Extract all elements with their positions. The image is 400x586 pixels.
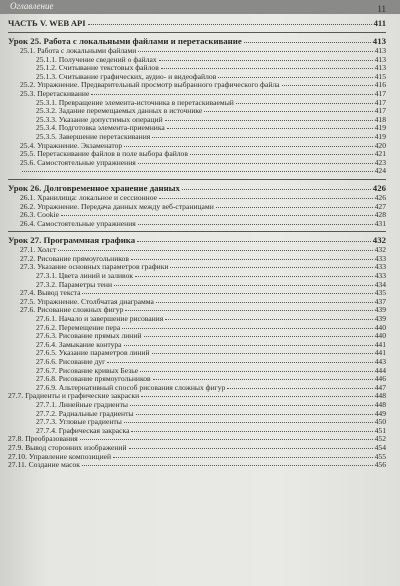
toc-entry-page: 440 <box>374 331 386 341</box>
leader-dots <box>227 388 372 389</box>
leader-dots <box>190 154 373 155</box>
toc-entry <box>8 220 386 229</box>
toc-entry-page: 433 <box>374 253 386 263</box>
toc-entry-label: 27.3.1. Цвета линий и заливок <box>36 271 134 281</box>
leader-dots <box>124 146 372 147</box>
toc-entry-label: 27.4. Вывод текста <box>20 288 81 298</box>
toc-entry-label: 25.3.5. Завершение перетаскивания <box>36 131 151 141</box>
toc-entry-page: 428 <box>374 210 386 220</box>
toc-entry <box>8 461 386 470</box>
leader-dots <box>80 439 373 440</box>
leader-dots <box>136 414 373 415</box>
leader-dots <box>91 94 372 95</box>
toc-entry-page: 447 <box>374 382 386 392</box>
toc-entry-page: 443 <box>374 357 386 366</box>
toc-entry-label: 27.7. Градиенты и графические закраски <box>8 391 140 401</box>
toc-entry-page: 424 <box>374 166 386 176</box>
toc-entry-page: 448 <box>374 399 386 409</box>
leader-dots <box>282 85 373 86</box>
leader-dots <box>107 362 372 363</box>
toc-entry-label: 27.8. Преобразования <box>8 434 78 444</box>
leader-dots <box>236 103 373 104</box>
leader-dots <box>159 198 373 199</box>
toc-entry-page: 433 <box>374 271 386 281</box>
toc-entry-label: 25.1. Работа с локальными файлами <box>20 46 137 55</box>
toc-entry-label: 26.4. Самостоятельные упражнения <box>20 218 136 228</box>
toc-entry-page: 426 <box>374 192 386 202</box>
toc-entry-label: 25.1.3. Считывание графических, аудио- и видеофайлов <box>36 71 217 81</box>
toc-entry-page: 444 <box>374 365 386 375</box>
leader-dots <box>216 207 373 208</box>
toc-entry-label: 27.9. Вывод сторонних изображений <box>8 442 127 452</box>
leader-dots <box>130 405 373 406</box>
leader-dots <box>114 285 373 286</box>
toc-entry-page: 427 <box>374 201 386 211</box>
leader-dots <box>152 353 373 354</box>
toc-entry-page: 413 <box>374 63 386 73</box>
toc-entry-label: 27.2. Рисование прямоугольников <box>20 253 129 263</box>
toc-entry-page: 413 <box>374 54 386 64</box>
leader-dots <box>125 310 372 311</box>
leader-dots <box>170 267 372 268</box>
leader-dots <box>58 250 372 251</box>
leader-dots <box>204 111 372 112</box>
leader-dots <box>82 465 373 466</box>
part-heading: ЧАСТЬ V. WEB API 411 <box>8 18 386 28</box>
toc-entry-page: 439 <box>374 305 386 315</box>
toc-entry-label: 27.7.4. Графическая закраска <box>36 425 130 435</box>
toc-entry-page: 423 <box>374 157 386 167</box>
toc-entry-page: 419 <box>374 123 386 133</box>
toc-entry-page: 434 <box>374 279 386 289</box>
toc-entry-label: 26.1. Хранилища: локальное и сессионное <box>20 192 157 202</box>
leader-dots <box>135 276 373 277</box>
toc-entry-label: 27.5. Упражнение. Столбчатая диаграмма <box>20 296 154 306</box>
leader-dots <box>165 319 372 320</box>
table-of-contents <box>8 17 386 470</box>
leader-dots <box>131 431 372 432</box>
toc-entry-page: 450 <box>374 417 386 427</box>
lesson-27-entries <box>8 246 386 469</box>
toc-entry-page: 456 <box>374 460 386 470</box>
toc-entry <box>8 159 386 168</box>
toc-entry-page: 451 <box>374 425 386 435</box>
toc-entry-page: 448 <box>374 391 386 401</box>
toc-entry-page: 431 <box>374 218 386 228</box>
toc-entry-label: 27.7.1. Линейные градиенты <box>36 399 128 409</box>
toc-entry-page: 415 <box>374 71 386 81</box>
toc-entry-page: 455 <box>374 451 386 461</box>
toc-entry-label: 27.6.2. Перемещение пера <box>36 322 121 332</box>
leader-dots <box>141 396 372 397</box>
toc-entry-page: 454 <box>374 442 386 452</box>
divider <box>8 32 386 33</box>
toc-entry-label: 27.3. Указание основных параметров графики <box>20 262 169 272</box>
leader-dots <box>152 137 372 138</box>
toc-entry-page: 441 <box>374 348 386 358</box>
toc-entry-label: 25.2. Упражнение. Предварительный просмотр выбранного графического файла <box>20 80 280 90</box>
toc-entry-page: 440 <box>374 322 386 332</box>
leader-dots <box>124 422 373 423</box>
lesson-heading: Урок 26. Долговременное хранение данных 426 <box>8 182 386 193</box>
leader-dots <box>159 60 373 61</box>
toc-entry-page: 433 <box>374 262 386 272</box>
toc-entry-page: 417 <box>374 97 386 107</box>
toc-entry-label: 27.7.2. Радиальные градиенты <box>36 408 134 418</box>
toc-entry-page: 437 <box>374 296 386 306</box>
leader-dots <box>144 336 373 337</box>
leader-dots <box>165 120 373 121</box>
toc-entry-label: 25.1.1. Получение сведений о файлах <box>36 54 157 64</box>
toc-entry-page: 420 <box>374 140 386 150</box>
toc-entry-label: 26.2. Упражнение. Передача данных между веб-страницами <box>20 201 214 211</box>
toc-entry-label: 27.6.6. Рисование дуг <box>36 357 106 366</box>
leader-dots <box>167 128 373 129</box>
lesson-26-entries <box>8 194 386 228</box>
toc-entry-page: 421 <box>374 149 386 159</box>
leader-dots <box>22 171 373 172</box>
leader-dots <box>138 51 372 52</box>
toc-entry <box>8 167 386 176</box>
lesson-heading: Урок 25. Работа с локальными файлами и перетаскивание 413 <box>8 36 386 46</box>
toc-entry-page: 435 <box>374 288 386 298</box>
header-title: Оглавление <box>10 1 54 11</box>
toc-entry-page: 416 <box>374 80 386 90</box>
toc-entry-label: 27.3.2. Параметры тени <box>36 279 113 289</box>
leader-dots <box>138 224 373 225</box>
toc-entry-label: 25.6. Самостоятельные упражнения <box>20 157 136 167</box>
toc-entry-page: 417 <box>374 88 386 98</box>
toc-entry-label: 27.6.9. Альтернативный способ рисования сложных фигур <box>36 382 226 392</box>
leader-dots <box>153 379 373 380</box>
toc-entry-label: 27.6.7. Рисование кривых Безье <box>36 365 139 375</box>
toc-entry-label: 27.7.3. Угловые градиенты <box>36 417 122 427</box>
toc-entry-label: 25.3.2. Задание перемещаемых данных в источнике <box>36 106 203 116</box>
leader-dots <box>218 77 372 78</box>
toc-entry-page: 419 <box>374 131 386 141</box>
toc-entry-label: 25.4. Упражнение. Экзаменатор <box>20 140 123 150</box>
toc-entry-label: 25.3. Перетаскивание <box>20 88 90 98</box>
leader-dots <box>140 371 373 372</box>
toc-entry-page: 452 <box>374 434 386 444</box>
toc-entry-label: 25.3.3. Указание допустимых операций <box>36 114 163 124</box>
toc-entry-page: 449 <box>374 408 386 418</box>
toc-entry-page: 441 <box>374 339 386 349</box>
toc-entry-page: 432 <box>374 245 386 255</box>
leader-dots <box>131 259 373 260</box>
leader-dots <box>138 163 373 164</box>
toc-entry-page: 413 <box>374 46 386 55</box>
toc-entry-label: 25.1.2. Считывание текстовых файлов <box>36 63 159 73</box>
toc-entry-label: 27.10. Управление композицией <box>8 451 112 461</box>
leader-dots <box>129 448 373 449</box>
toc-entry-label: 27.6. Рисование сложных фигур <box>20 305 124 315</box>
divider <box>8 231 386 232</box>
toc-entry-label: 25.3.1. Превращение элемента-источника в перетаскиваемый <box>36 97 234 107</box>
toc-entry-label: 25.3.4. Подготовка элемента-приемника <box>36 123 165 133</box>
lesson-25-entries <box>8 47 386 176</box>
leader-dots <box>156 302 373 303</box>
header-page-number: 11 <box>377 4 386 14</box>
leader-dots <box>113 457 372 458</box>
toc-entry-label: 27.6.5. Указание параметров линий <box>36 348 150 358</box>
leader-dots <box>61 215 373 216</box>
leader-dots <box>82 293 372 294</box>
toc-entry-label: 27.6.1. Начало и завершение рисования <box>36 314 164 324</box>
divider <box>8 179 386 180</box>
toc-entry-label: 25.5. Перетаскивание файлов в поле выбора файлов <box>20 149 188 159</box>
running-header <box>0 0 400 14</box>
toc-entry-label: 27.6.3. Рисование прямых линий <box>36 331 142 341</box>
toc-entry <box>8 203 386 212</box>
leader-dots <box>122 328 372 329</box>
toc-entry-label: 27.11. Создание масок <box>8 460 80 470</box>
toc-entry-page: 446 <box>374 374 386 384</box>
toc-entry-label: 27.6.8. Рисование прямоугольников <box>36 374 151 384</box>
leader-dots <box>124 345 373 346</box>
leader-dots <box>161 68 373 69</box>
toc-entry-page: 439 <box>374 314 386 324</box>
toc-entry-page: 418 <box>374 114 386 124</box>
lesson-heading: Урок 27. Программная графика 432 <box>8 235 386 246</box>
toc-entry-label: 27.1. Холст <box>20 245 57 255</box>
toc-entry-page: 417 <box>374 106 386 116</box>
toc-entry-label: 27.6.4. Замыкание контура <box>36 339 122 349</box>
toc-entry-label: 26.3. Cookie <box>20 210 60 220</box>
